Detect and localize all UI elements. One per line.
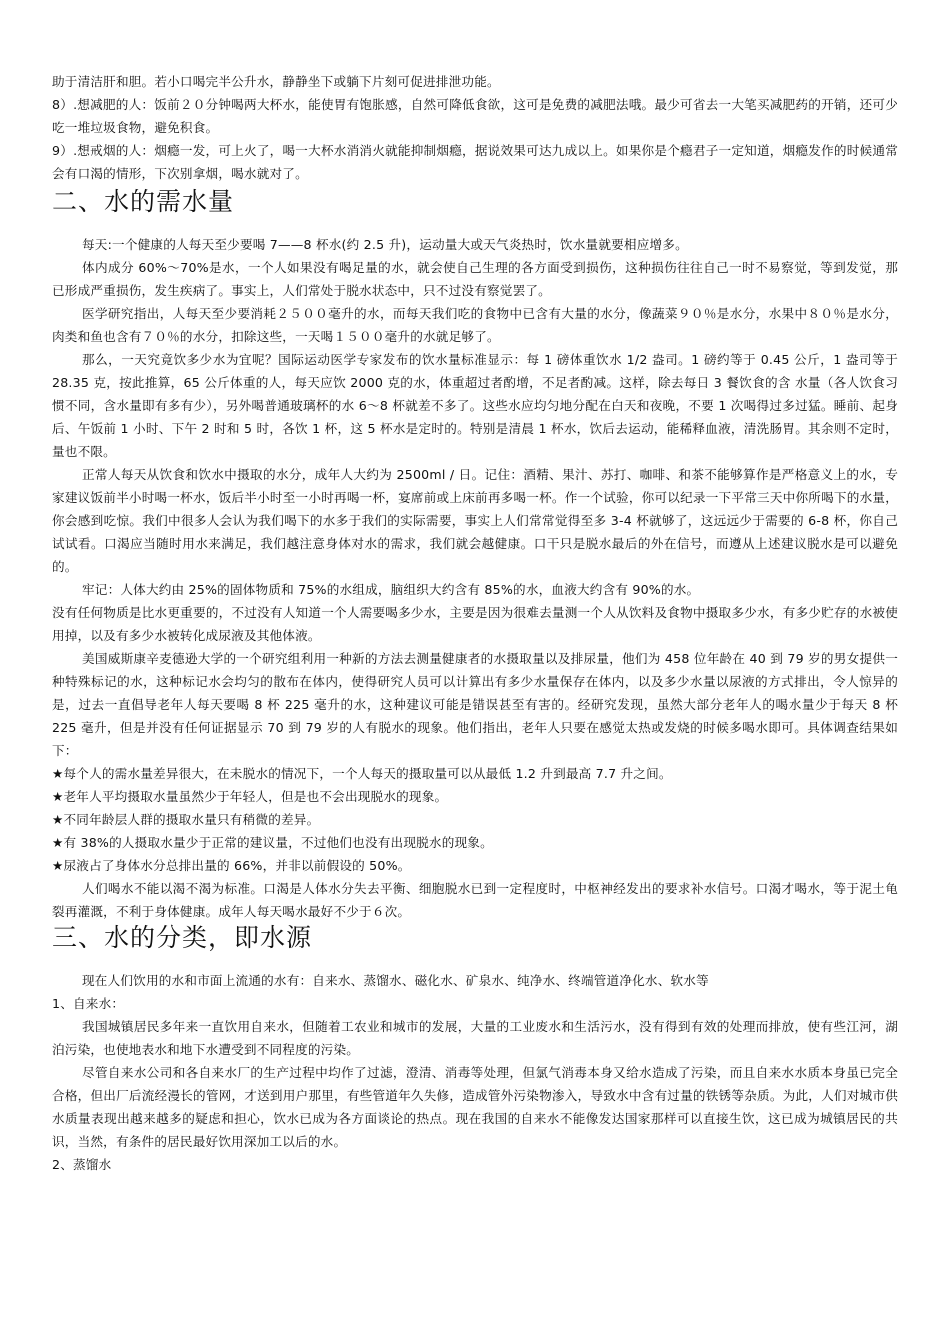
paragraph: 助于清洁肝和胆。若小口喝完半公升水，静静坐下或躺下片刻可促进排泄功能。 xyxy=(52,74,500,89)
document-page xyxy=(52,70,898,1176)
paragraph: ★每个人的需水量差异很大，在未脱水的情况下，一个人每天的摄取量可以从最低 1.2 升到最高 7.7 升之间。 xyxy=(52,766,672,781)
section-heading: 二、水的需水量 xyxy=(52,187,235,216)
paragraph: 正常人每天从饮食和饮水中摄取的水分，成年人大约为 2500ml / 日。记住：酒精、果汁、苏打、咖啡、和茶不能够算作是严格意义上的水，专家建议饭前半小时喝一杯水，饭后半小时至一小时再喝一杯，宴席前或上床前再多喝一杯。作一个试验，你可以纪录一下平常三天中你所喝下的水量，你会感到吃惊。我们中很多人会认为我们喝下的水多于我们的实际需要，事实上人们常常觉得至多 3-4 杯就够了，这远远少于需要的 6-8 杯，你自己试试看。口渴应当随时用水来满足，我们越注意身体对水的需求，我们就会越健康。口干只是脱水最后的外在信号，而遵从上述建议脱水是可以避免的。 xyxy=(52,467,898,574)
paragraph: ★老年人平均摄取水量虽然少于年轻人，但是也不会出现脱水的现象。 xyxy=(52,789,448,804)
paragraph: 我国城镇居民多年来一直饮用自来水，但随着工农业和城市的发展，大量的工业废水和生活污水，没有得到有效的处理而排放，使有些江河，湖泊污染，也使地表水和地下水遭受到不同程度的污染。 xyxy=(52,1019,898,1057)
paragraph: 美国威斯康辛麦德逊大学的一个研究组利用一种新的方法去测量健康者的水摄取量以及排尿量，他们为 458 位年龄在 40 到 79 岁的男女提供一种特殊标记的水，这种标记水会均匀的散布在体内，使得研究人员可以计算出有多少水量保存在体内，以及多少水量以尿液的方式排出，令人惊异的是，过去一直倡导老年人每天要喝 8 杯 225 毫升的水，这种建议可能是错误甚至有害的。经研究发现，虽然大部分老年人的喝水量少于每天 8 杯 225 毫升，但是并没有任何证据显示 70 到 79 岁的人有脱水的现象。他们指出，老年人只要在感觉太热或发烧的时候多喝水即可。具体调查结果如下： xyxy=(52,651,898,758)
paragraph: 那么，一天究竟饮多少水为宜呢？国际运动医学专家发布的饮水量标准显示：每 1 磅体重饮水 1/2 盎司。1 磅约等于 0.45 公斤，1 盎司等于 28.35 克，按此推算，65 公斤体重的人，每天应饮 2000 克的水，体重超过者酌增，不足者酌减。这样，除去每日 3 餐饮食的含 水量（各人饮食习惯不同，含水量即有多有少），另外喝普通玻璃杯的水 6～8 杯就差不多了。这些水应均匀地分配在白天和夜晚，不要 1 次喝得过多过猛。睡前、起身后、午饭前 1 小时、下午 2 时和 5 时，各饮 1 杯，这 5 杯水是定时的。特别是清晨 1 杯水，饮后去运动，能稀释血液，清洗肠胃。其余则不定时，量也不限。 xyxy=(52,352,898,459)
paragraph: 牢记：人体大约由 25%的固体物质和 75%的水组成，脑组织大约含有 85%的水，血液大约含有 90%的水。 xyxy=(82,582,700,597)
paragraph: 体内成分 60%～70%是水，一个人如果没有喝足量的水，就会使自己生理的各方面受到损伤，这种损伤往往自己一时不易察觉，等到发觉，那已形成严重损伤，发生疾病了。事实上，人们常处于脱水状态中，只不过没有察觉罢了。 xyxy=(52,260,898,298)
paragraph: 每天:一个健康的人每天至少要喝 7——8 杯水(约 2.5 升)，运动量大或天气炎热时，饮水量就要相应增多。 xyxy=(82,237,688,252)
paragraph: ★有 38%的人摄取水量少于正常的建议量，不过他们也没有出现脱水的现象。 xyxy=(52,835,493,850)
section-body xyxy=(52,969,898,1176)
section-heading: 三、水的分类，即水源 xyxy=(52,923,313,952)
paragraph: 现在人们饮用的水和市面上流通的水有：自来水、蒸馏水、磁化水、矿泉水、纯净水、终端管道净化水、软水等 xyxy=(82,973,709,988)
paragraph: 9）.想戒烟的人：烟瘾一发，可上火了，喝一大杯水消消火就能抑制烟瘾，据说效果可达九成以上。如果你是个瘾君子一定知道，烟瘾发作的时候通常会有口渴的情形，下次别拿烟，喝水就对了。 xyxy=(52,143,898,181)
paragraph: ★尿液占了身体水分总排出量的 66%，并非以前假设的 50%。 xyxy=(52,858,411,873)
section-body xyxy=(52,233,898,923)
paragraph: 8）.想减肥的人：饭前２０分钟喝两大杯水，能使胃有饱胀感，自然可降低食欲，这可是免费的减肥法哦。最少可省去一大笔买减肥药的开销，还可少吃一堆垃圾食物，避免积食。 xyxy=(52,97,898,135)
paragraph: 人们喝水不能以渴不渴为标准。口渴是人体水分失去平衡、细胞脱水已到一定程度时，中枢神经发出的要求补水信号。口渴才喝水，等于泥土龟裂再灌溉，不利于身体健康。成年人每天喝水最好不少于６次。 xyxy=(52,881,898,919)
paragraph: 1、自来水： xyxy=(52,996,125,1011)
paragraph: 2、蒸馏水 xyxy=(52,1157,112,1172)
paragraph: 尽管自来水公司和各自来水厂的生产过程中均作了过滤，澄清、消毒等处理，但氯气消毒本身又给水造成了污染，而且自来水水质本身虽已完全合格，但出厂后流经漫长的管网，才送到用户那里，有些管道年久失修，造成管外污染物渗入，导致水中含有过量的铁锈等杂质。为此，人们对城市供水质量表现出越来越多的疑虑和担心，饮水已成为各方面谈论的热点。现在我国的自来水不能像发达国家那样可以直接生饮，这已成为城镇居民的共识，当然，有条件的居民最好饮用深加工以后的水。 xyxy=(52,1065,898,1149)
paragraph: 医学研究指出，人每天至少要消耗２５００毫升的水，而每天我们吃的食物中已含有大量的水分，像蔬菜９０％是水分，水果中８０％是水分，肉类和鱼也含有７０％的水分，扣除这些，一天喝１５００毫升的水就足够了。 xyxy=(52,306,898,344)
intro-block xyxy=(52,70,898,185)
paragraph: ★不同年龄层人群的摄取水量只有稍微的差异。 xyxy=(52,812,320,827)
paragraph: 没有任何物质是比水更重要的，不过没有人知道一个人需要喝多少水，主要是因为很难去量测一个人从饮料及食物中摄取多少水，有多少贮存的水被使用掉，以及有多少水被转化成尿液及其他体液。 xyxy=(52,605,898,643)
